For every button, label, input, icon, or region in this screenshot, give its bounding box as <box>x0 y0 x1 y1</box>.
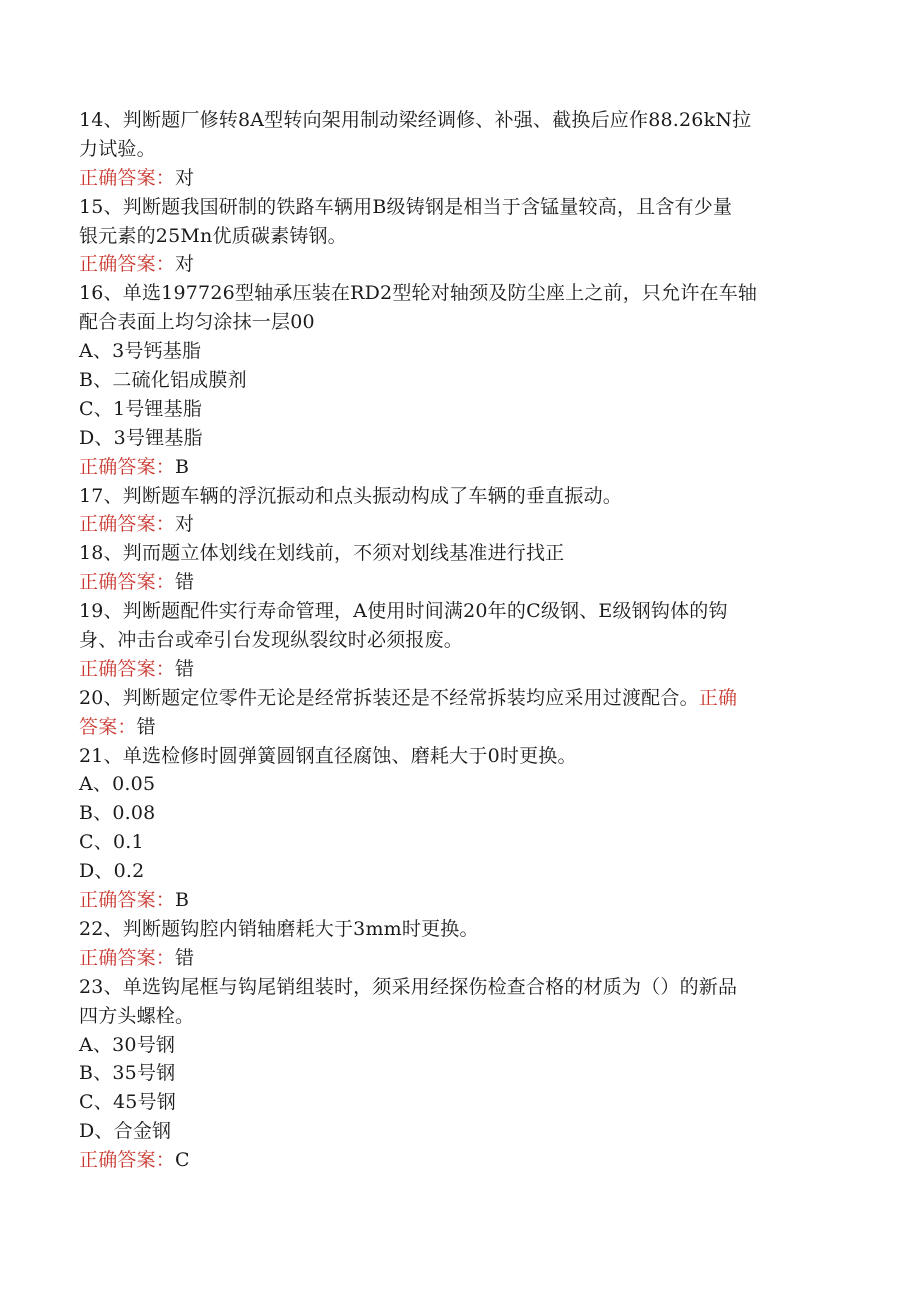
question-text: 银元素的25Mn优质碳素铸钢。 <box>79 224 347 247</box>
answer-label: 正确答案： <box>79 946 176 969</box>
option: A、30号钢 <box>79 1033 176 1056</box>
option: C、1号锂基脂 <box>79 397 203 420</box>
question-text: 15、判断题我国研制的铁路车辆用B级铸钢是相当于含锰量较高，且含有少量 <box>79 195 733 218</box>
question-text: 力试验。 <box>79 137 156 160</box>
answer-value: 错 <box>175 571 195 594</box>
question-text: 配合表面上均匀涂抹一层00 <box>79 311 315 334</box>
answer-label: 正确答案： <box>79 253 176 276</box>
answer-value: 错 <box>136 715 156 738</box>
answer-line <box>79 886 839 915</box>
question-text-with-label <box>79 684 839 713</box>
answer-label: 正确答案： <box>79 513 176 536</box>
question-17 <box>79 482 839 540</box>
question-text: 21、单选检修时圆弹簧圆钢直径腐蚀、磨耗大于0时更换。 <box>79 744 577 767</box>
question-text: 20、判断题定位零件无论是经常拆装还是不经常拆装均应采用过渡配合。 <box>79 686 699 709</box>
option: A、0.05 <box>79 773 156 796</box>
answer-line <box>79 453 839 482</box>
answer-label: 正确答案： <box>79 1149 176 1172</box>
answer-value: 对 <box>175 166 195 189</box>
answer-line <box>79 164 839 193</box>
answer-line <box>79 510 839 539</box>
question-22 <box>79 915 839 973</box>
answer-label: 正确答案： <box>79 166 176 189</box>
question-text: 18、判而题立体划线在划线前，不须对划线基准进行找正 <box>79 542 565 565</box>
question-19 <box>79 597 839 684</box>
question-23 <box>79 973 839 1175</box>
option: C、0.1 <box>79 831 144 854</box>
option: D、0.2 <box>79 860 145 883</box>
question-text: 四方头螺栓。 <box>79 1004 195 1027</box>
answer-value: 错 <box>175 657 195 680</box>
answer-line <box>79 1146 839 1175</box>
option: A、3号钙基脂 <box>79 340 202 363</box>
answer-label: 正确答案： <box>79 571 176 594</box>
question-text: 16、单选197726型轴承压装在RD2型轮对轴颈及防尘座上之前，只允许在车轴 <box>79 282 758 305</box>
question-21 <box>79 742 839 915</box>
question-text: 14、判断题厂修转8A型转向架用制动梁经调修、补强、截换后应作88.26kN拉 <box>79 109 752 131</box>
answer-value: 错 <box>175 946 195 969</box>
question-20 <box>79 684 839 742</box>
question-text: 23、单选钩尾框与钩尾销组装时，须采用经探伤检查合格的材质为（）的新品 <box>79 975 738 998</box>
answer-line <box>79 944 839 973</box>
option: D、3号锂基脂 <box>79 426 203 449</box>
option: C、45号钢 <box>79 1091 176 1114</box>
question-16 <box>79 279 839 481</box>
answer-value: B <box>175 455 190 478</box>
answer-value: C <box>175 1149 190 1172</box>
answer-value: B <box>175 889 190 912</box>
question-15 <box>79 193 839 280</box>
question-14 <box>79 106 839 193</box>
question-text: 17、判断题车辆的浮沉振动和点头振动构成了车辆的垂直振动。 <box>79 484 622 507</box>
option: B、二硫化铝成膜剂 <box>79 369 247 392</box>
option: B、0.08 <box>79 802 156 825</box>
question-text: 身、冲击台或牵引台发现纵裂纹时必须报废。 <box>79 629 464 652</box>
answer-line <box>79 655 839 684</box>
answer-label: 正确答案： <box>79 657 176 680</box>
question-text: 22、判断题钩腔内销轴磨耗大于3mm时更换。 <box>79 917 479 940</box>
answer-line <box>79 568 839 597</box>
answer-value: 对 <box>175 253 195 276</box>
option: B、35号钢 <box>79 1062 176 1085</box>
answer-label-part: 正确 <box>698 686 738 709</box>
question-18 <box>79 539 839 597</box>
answer-label-part: 答案： <box>79 715 137 738</box>
question-text: 19、判断题配件实行寿命管理，A使用时间满20年的C级钢、E级钢钩体的钩 <box>79 600 728 623</box>
document-body <box>79 106 839 1175</box>
option: D、合金钢 <box>79 1120 172 1143</box>
answer-line <box>79 250 839 279</box>
answer-label: 正确答案： <box>79 455 176 478</box>
answer-label: 正确答案： <box>79 889 176 912</box>
answer-value: 对 <box>175 513 195 536</box>
answer-line <box>79 713 839 742</box>
